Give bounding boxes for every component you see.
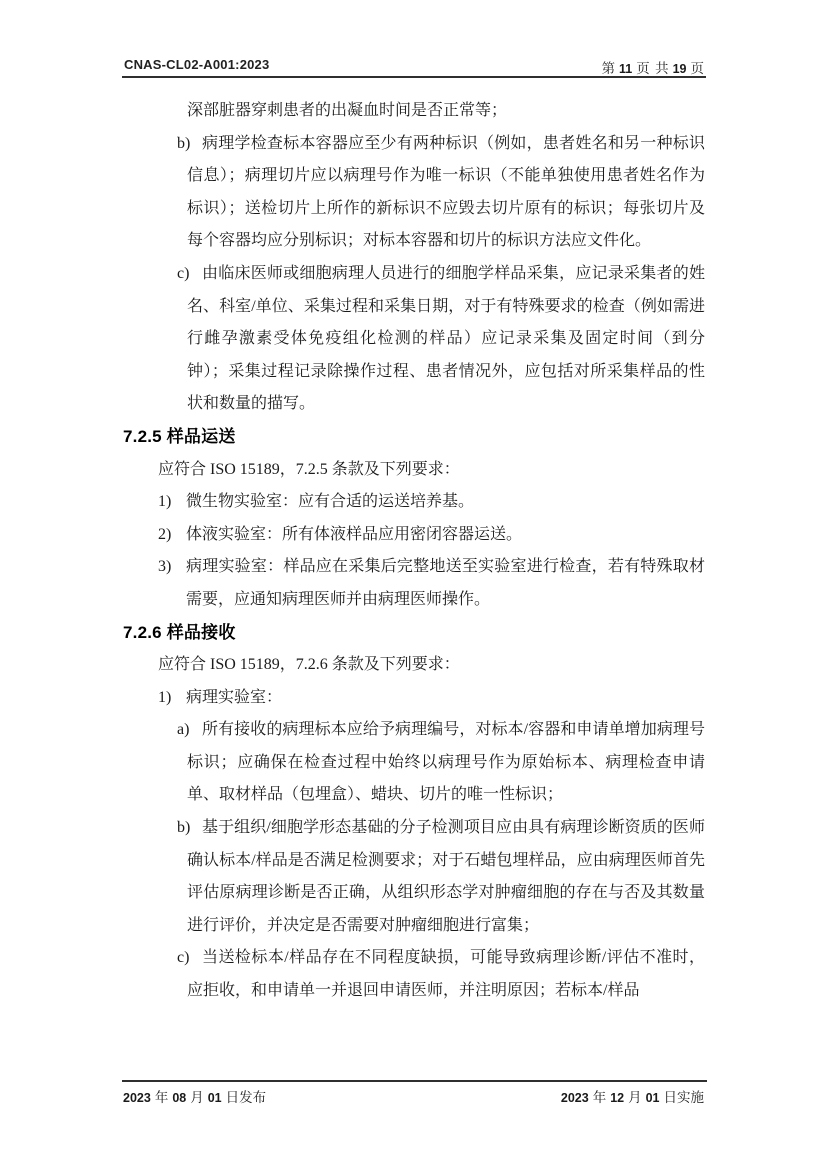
release-suffix: 日发布 [225,1090,267,1105]
footer-release-date [123,1086,267,1106]
list-item-text: 由临床医师或细胞病理人员进行的细胞学样品采集，应记录采集者的姓名、科室/单位、采集过程和采集日期，对于有特殊要求的检查（例如需进行雌孕激素受体免疫组化检测的样品）应记录采集及固定时间（到分钟）；采集过程记录除操作过程、患者情况外，应包括对所采集样品的性状和数量的描写。 [187,264,705,413]
numbered-item-label: 1) [158,493,172,511]
numbered-item-text: 微生物实验室：应有合适的运送培养基。 [186,493,475,511]
numbered-item-label: 3) [158,558,172,576]
header-divider [122,76,706,78]
numbered-item-2 [123,519,705,552]
effective-suffix: 日实施 [663,1090,704,1105]
release-year-label: 年 [154,1090,169,1105]
list-item-c [123,258,705,421]
header-page-info [601,57,706,77]
sub-item-b [123,812,705,942]
sub-item-a [123,714,705,812]
page-info-current: 11 [619,62,633,76]
section-heading-726: 7.2.6 样品接收 [123,622,236,642]
sub-item-text: 所有接收的病理标本应给予病理编号，对标本/容器和申请单增加病理号标识；应确保在检查过程中始终以病理号作为原始标本、病理检查申请单、取材样品（包埋盒）、蜡块、切片的唯一性标识； [187,721,705,804]
numbered-item-3 [123,551,705,616]
page-info-total-label: 页 [690,61,704,76]
numbered-item-1 [123,486,705,519]
sub-item-label: b) [177,819,191,837]
release-year: 2023 [123,1091,151,1105]
effective-day: 01 [645,1091,660,1105]
numbered-item-text: 病理实验室： [186,688,283,706]
sub-item-label: a) [177,721,190,739]
list-item-b [123,128,705,258]
effective-year: 2023 [560,1091,589,1105]
header-doc-code: CNAS-CL02-A001:2023 [124,57,270,72]
release-day: 01 [207,1091,222,1105]
numbered-item-text: 体液实验室：所有体液样品应用密闭容器运送。 [186,525,523,543]
sub-item-c [123,942,705,1007]
list-item-label: b) [177,134,191,152]
numbered-item-text: 病理实验室：样品应在采集后完整地送至实验室进行检查，若有特殊取材需要，应通知病理医师并由病理医师操作。 [186,558,705,608]
footer-divider [122,1080,707,1082]
footer-effective-date [561,1086,705,1106]
paragraph-continuation: 深部脏器穿刺患者的出凝血时间是否正常等； [187,102,508,119]
sub-item-text: 当送检标本/样品存在不同程度缺损，可能导致病理诊断/评估不准时，应拒收，和申请单一并退回申请医师，并注明原因；若标本/样品 [187,949,705,1000]
numbered-item-1 [123,682,705,715]
page-info-total-prefix: 共 [655,61,669,76]
release-month: 08 [172,1091,187,1105]
sub-item-label: c) [177,949,190,967]
numbered-item-label: 1) [158,688,172,706]
page-info-prefix: 第 [601,61,615,76]
section-725-intro: 应符合 ISO 15189，7.2.5 条款及下列要求： [158,460,460,478]
effective-year-label: 年 [592,1090,607,1105]
sub-item-text: 基于组织/细胞学形态基础的分子检测项目应由具有病理诊断资质的医师确认标本/样品是否满足检测要求；对于石蜡包埋样品，应由病理医师首先评估原病理诊断是否正确，从组织形态学对肿瘤细胞的存在与否及其数量进行评价，并决定是否需要对肿瘤细胞进行富集； [187,819,705,934]
page-info-total: 19 [672,62,687,76]
effective-month-label: 月 [628,1090,642,1105]
page-info-page-label: 页 [636,61,650,76]
list-item-label: c) [177,264,190,282]
document-content [123,95,705,1008]
section-726-intro: 应符合 ISO 15189，7.2.6 条款及下列要求： [158,656,460,674]
section-heading-725: 7.2.5 样品运送 [123,426,236,446]
release-month-label: 月 [190,1090,204,1105]
list-item-text: 病理学检查标本容器应至少有两种标识（例如，患者姓名和另一种标识信息）；病理切片应以病理号作为唯一标识（不能单独使用患者姓名作为标识）；送检切片上所作的新标识不应毁去切片原有的标识；每张切片及每个容器均应分别标识；对标本容器和切片的标识方法应文件化。 [187,134,705,250]
effective-month: 12 [610,1091,625,1105]
numbered-item-label: 2) [158,525,172,543]
